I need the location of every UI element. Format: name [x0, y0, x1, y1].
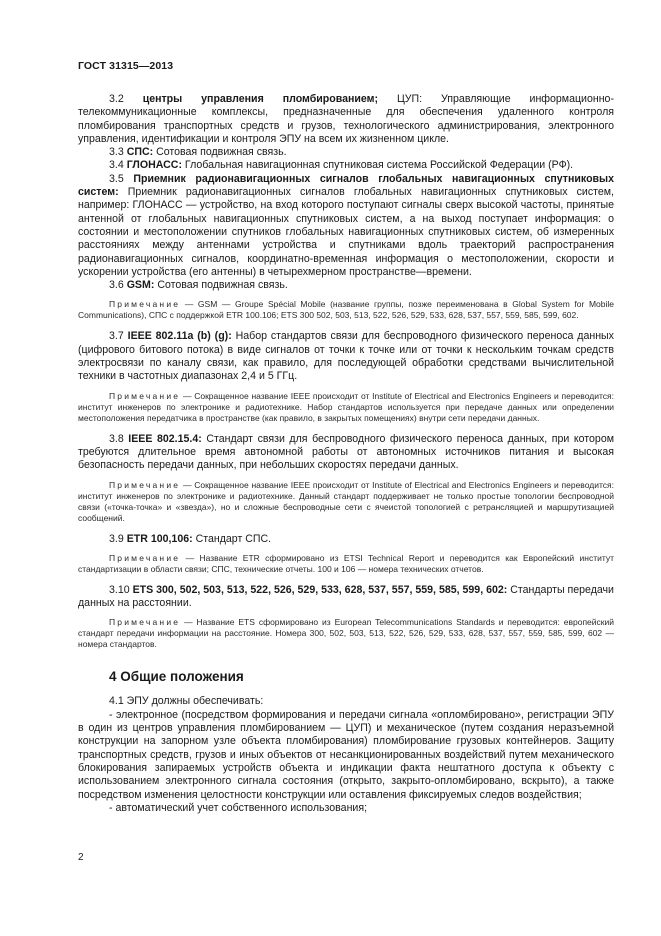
page-number: 2 — [78, 852, 84, 863]
paragraph-3-9: 3.9 ETR 100,106: Стандарт СПС. — [109, 532, 272, 545]
document-body — [78, 93, 614, 815]
paragraph-3-10: 3.10 ETS 300, 502, 503, 513, 522, 526, 529, 533, 628, 537, 557, 559, 585, 599, 602: Стандарты передачи данных на расстоянии. — [78, 583, 614, 610]
note-3-7: Примечание — Сокращенное название IEEE происходит от Institute of Electrical and Electronics Engineers и переводится: институт инженеров по электронике и радиотехнике. Набор стандартов используется при передаче данных или определении местоположения передатчика в пространстве (как правило, в закрытых помещениях) внутри сети передачи данных. — [78, 390, 614, 423]
term: IEEE 802.11a (b) (g): — [127, 330, 232, 343]
term: GSM: — [126, 279, 155, 292]
note-3-9: Примечание — Название ETR сформировано из ETSI Technical Report и переводится как Европейский институт стандартизации в области связи; СПС, технические отчеты. 100 и 106 — номера технических отчетов. — [78, 552, 614, 574]
paragraph-3-4: 3.4 ГЛОНАСС: Глобальная навигационная спутниковая система Российской Федерации (РФ). — [109, 159, 574, 172]
paragraph-3-6: 3.6 GSM: Сотовая подвижная связь. — [109, 279, 288, 292]
document-header: ГОСТ 31315—2013 — [78, 60, 174, 72]
paragraph-4-1: 4.1 ЭПУ должны обеспечивать: — [109, 695, 264, 708]
paragraph-3-7: 3.7 IEEE 802.11a (b) (g): Набор стандартов связи для беспроводного физического переноса данных (цифрового битового потока) в виде сигналов от точки к точке или от точки к нескольким точкам средств электросвязи по каналу связи, как правило, для последующей обработки средствами вычислительной техники в частотных диапазонах 2,4 и 5 ГГц. — [78, 330, 614, 383]
list-item: - автоматический учет собственного использования; — [109, 801, 368, 814]
note-3-8: Примечание — Сокращенное название IEEE происходит от Institute of Electrical and Electronics Engineers и переводится: институт инженеров по электронике и радиотехнике. Данный стандарт поддерживает не только простые топологии беспроводной связи («точка-точка» и «звезда»), но и сложные беспроводные сети с ячеистой топологией с ретрансляцией и маршрутизацией сообщений. — [78, 479, 614, 523]
note-3-10: Примечание — Название ETS сформировано из European Telecommunications Standards и переводится: европейский стандарт передачи информации на расстояние. Номера 300, 502, 503, 513, 522, 526, 529, 533, 628, 537, 557, 559, 585, 599, 602 — номера стандартов. — [78, 617, 614, 650]
section-4-title: 4 Общие положения — [109, 669, 244, 685]
term: ГЛОНАСС: — [126, 159, 182, 172]
term: ETR 100,106: — [126, 532, 193, 545]
term: Приемник радионавигационных сигналов глобальных навигационных спутниковых систем: — [78, 172, 614, 199]
paragraph-3-3: 3.3 СПС: Сотовая подвижная связь. — [109, 146, 287, 159]
term: ETS 300, 502, 503, 513, 522, 526, 529, 533, 628, 537, 557, 559, 585, 599, 602: — [132, 583, 508, 596]
term: IEEE 802.15.4: — [128, 432, 202, 445]
list-item: - электронное (посредством формирования и передачи сигнала «опломбировано», регистрации ЭПУ в один из центров управления пломбированием — ЦУП) и механическое (путем создания неразъемной конструкции на запорном узле объекта пломбирования) пломбирование грузовых контейнеров. Защиту транспортных средств, грузов и иных объектов от несанкционированных воздействий путем механического блокирования запираемых устройств объекта и индикации факта нештатного доступа к объекту с использованием электронного сигнала состояния (открыто, закрыто-опломбировано, вскрыто), а также посредством изменения целостности конструкции или оставления фиксируемых следов воздействия; — [78, 708, 614, 801]
term: центры управления пломбированием; — [142, 93, 379, 105]
note-3-6: Примечание — GSM — Groupe Spécial Mobile (название группы, позже переименована в Global System for Mobile Communications), СПС с поддержкой ETR 100.106; ETS 300 502, 503, 513, 522, 526, 529, 533, 628, 537, 557, 559, 585, 599, 602. — [78, 299, 614, 321]
term: СПС: — [126, 146, 154, 159]
paragraph-3-8: 3.8 IEEE 802.15.4: Стандарт связи для беспроводного физического переноса данных, при котором требуются длительное время автономной работы от автономных источников питания и высокая безопасность передачи данных, при небольших скоростях передачи данных. — [78, 432, 614, 472]
paragraph-3-5: 3.5 Приемник радионавигационных сигналов глобальных навигационных спутниковых систем: Приемник радионавигационных сигналов глобальных навигационных спутниковых систем, например: ГЛОНАСС — устройство, на вход которого поступают сигналы сверх высокой частоты, принятые антенной от глобальных навигационных спутниковых систем, а на выход поступает информация: о состоянии и местоположении спутников глобальных навигационных спутниковых систем, об измеренных расстояниях между антеннами устройства и спутниками вдоль траекторий распространения радионавигационных сигналов, координатно-временная информация о местоположении, скорости и ускорении устройства (его антенны) в четырехмерном пространстве—времени. — [78, 172, 614, 278]
paragraph-3-2: 3.2 центры управления пломбированием; ЦУП: Управляющие информационно-телекоммуникационные комплексы, предназначенные для обеспечения удаленного контроля пломбирования транспортных средств и грузов, технологического администрирования, электронного управления, идентификации и контроля ЭПУ на всем их жизненном цикле. — [78, 93, 614, 145]
